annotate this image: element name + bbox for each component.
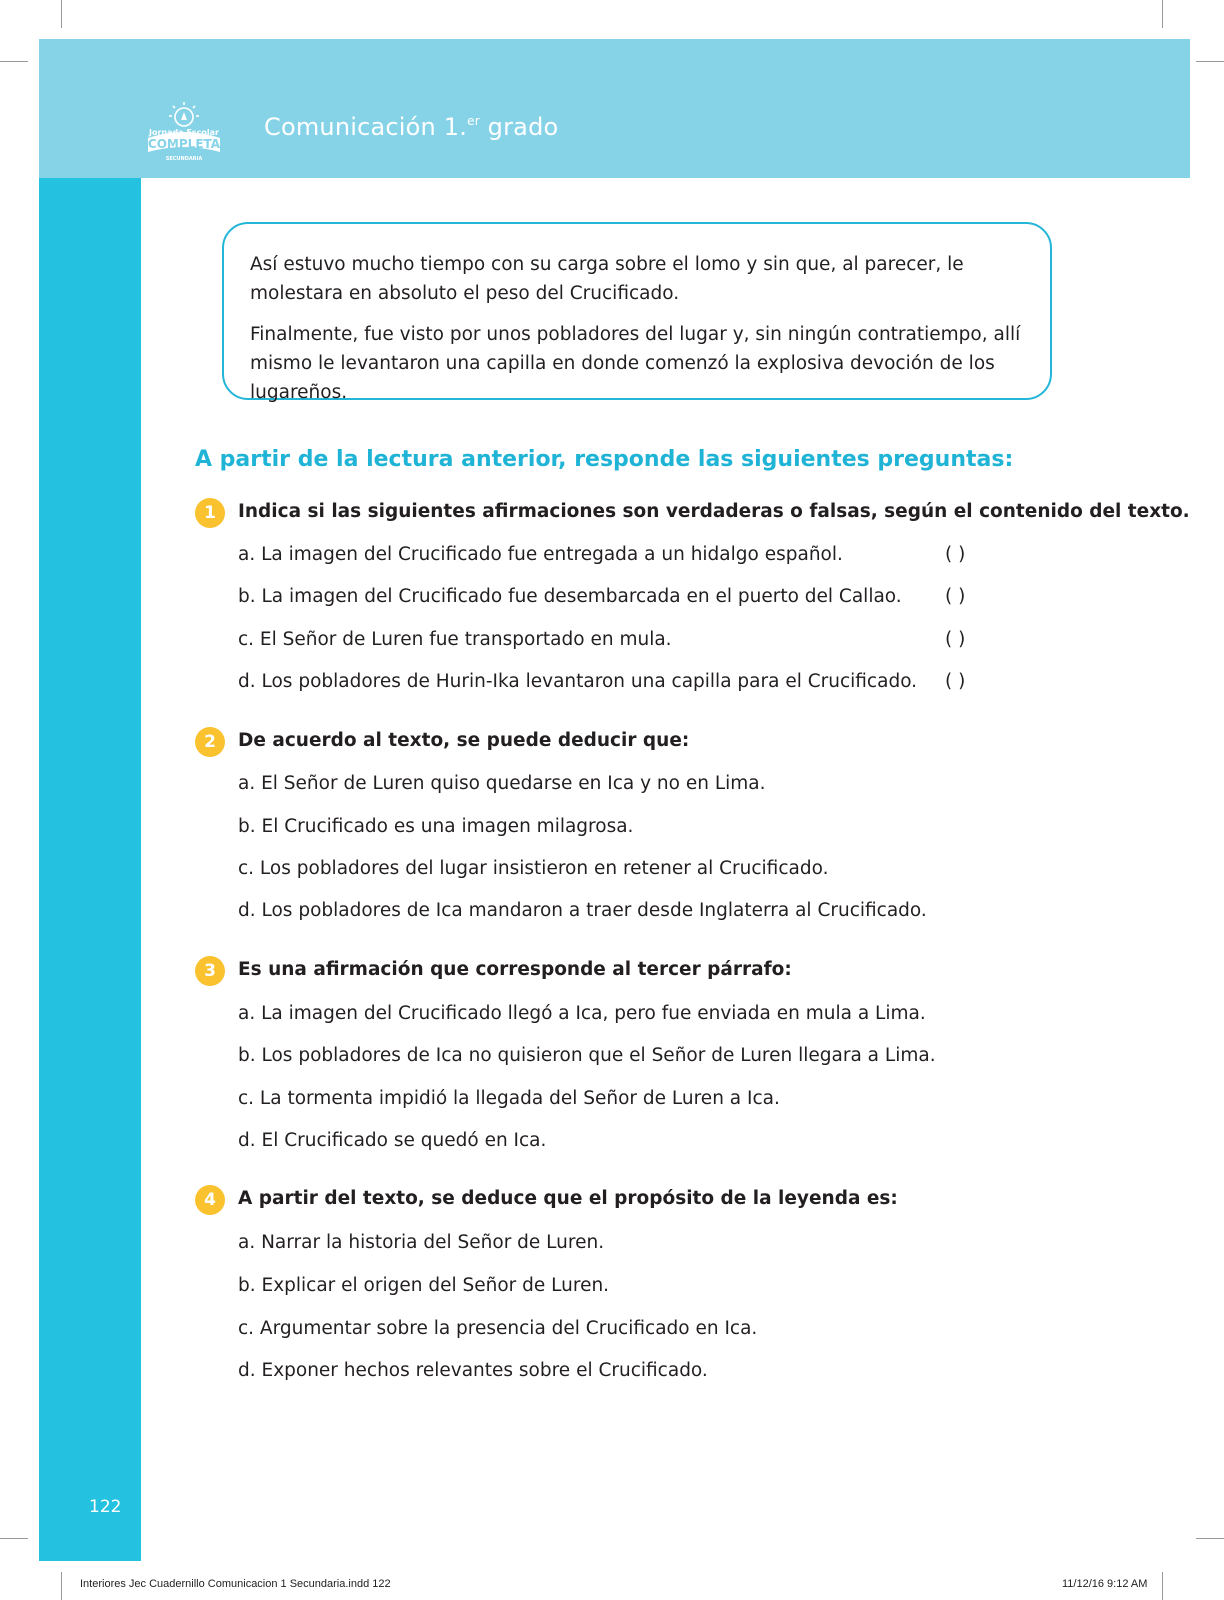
option: a. La imagen del Crucificado fue entregada a un hidalgo español.	[238, 544, 843, 565]
option: a. El Señor de Luren quiso quedarse en Ica y no en Lima.	[238, 773, 766, 794]
instruction-heading: A partir de la lectura anterior, responde las siguientes preguntas:	[195, 447, 1014, 472]
answer-blank[interactable]: ( )	[945, 544, 966, 565]
answer-blank[interactable]: ( )	[945, 671, 966, 692]
footer-file-info: Interiores Jec Cuadernillo Comunicacion 1 Secundaria.indd 122	[80, 1578, 391, 1590]
question-text: De acuerdo al texto, se puede deducir que:	[238, 730, 690, 751]
option: c. Los pobladores del lugar insistieron en retener al Crucificado.	[238, 858, 829, 879]
answer-blank[interactable]: ( )	[945, 629, 966, 650]
question-text: Indica si las siguientes afirmaciones son verdaderas o falsas, según el contenido del texto.	[238, 501, 1190, 522]
sidebar-band	[39, 178, 141, 1561]
option: d. Exponer hechos relevantes sobre el Crucificado.	[238, 1360, 708, 1381]
crop-mark	[1196, 61, 1224, 62]
reading-box	[222, 222, 1052, 403]
crop-mark	[61, 1572, 62, 1600]
question-text: Es una afirmación que corresponde al tercer párrafo:	[238, 959, 792, 980]
option: b. La imagen del Crucificado fue desembarcada en el puerto del Callao.	[238, 586, 902, 607]
option: a. Narrar la historia del Señor de Luren.	[238, 1232, 605, 1253]
option: c. El Señor de Luren fue transportado en mula.	[238, 629, 672, 650]
option: c. La tormenta impidió la llegada del Señor de Luren a Ica.	[238, 1088, 780, 1109]
question-number-badge: 4	[195, 1185, 225, 1215]
subject-prefix: Comunicación 1.	[264, 113, 468, 141]
option: b. Explicar el origen del Señor de Luren.	[238, 1275, 610, 1296]
option: b. Los pobladores de Ica no quisieron que el Señor de Luren llegara a Lima.	[238, 1045, 936, 1066]
option: d. Los pobladores de Hurin-Ika levantaron una capilla para el Crucificado.	[238, 671, 918, 692]
option: d. El Crucificado se quedó en Ica.	[238, 1130, 547, 1151]
question-text: A partir del texto, se deduce que el propósito de la leyenda es:	[238, 1188, 898, 1209]
crop-mark	[0, 1538, 28, 1539]
crop-mark	[1162, 0, 1163, 28]
logo-line1: Jornada Escolar	[149, 128, 219, 137]
question-number-badge: 1	[195, 498, 225, 528]
question-number-badge: 2	[195, 727, 225, 757]
question-number-badge: 3	[195, 956, 225, 986]
footer-datetime: 11/12/16 9:12 AM	[1062, 1578, 1148, 1590]
reading-paragraph: Finalmente, fue visto por unos pobladores del lugar y, sin ningún contratiempo, allí mismo le levantaron una capilla en donde comenzó la explosiva devoción de los lugareños.	[250, 324, 1021, 403]
crop-mark	[1196, 1538, 1224, 1539]
logo-line2: COMPLETA	[147, 137, 221, 151]
option: b. El Crucificado es una imagen milagrosa.	[238, 816, 634, 837]
answer-blank[interactable]: ( )	[945, 586, 966, 607]
page-number: 122	[89, 1497, 122, 1517]
option: c. Argumentar sobre la presencia del Crucificado en Ica.	[238, 1318, 758, 1339]
subject-suffix: grado	[479, 113, 559, 141]
crop-mark	[1162, 1572, 1163, 1600]
crop-mark	[61, 0, 62, 28]
jornada-escolar-logo	[140, 100, 228, 166]
subject-title	[264, 113, 558, 141]
subject-sup: er	[467, 114, 480, 128]
option: a. La imagen del Crucificado llegó a Ica, pero fue enviada en mula a Lima.	[238, 1003, 926, 1024]
reading-paragraph: Así estuvo mucho tiempo con su carga sobre el lomo y sin que, al parecer, le molestara en absoluto el peso del Crucificado.	[250, 254, 964, 304]
crop-mark	[0, 61, 28, 62]
logo-line3: SECUNDARIA	[165, 156, 203, 162]
option: d. Los pobladores de Ica mandaron a traer desde Inglaterra al Crucificado.	[238, 900, 927, 921]
